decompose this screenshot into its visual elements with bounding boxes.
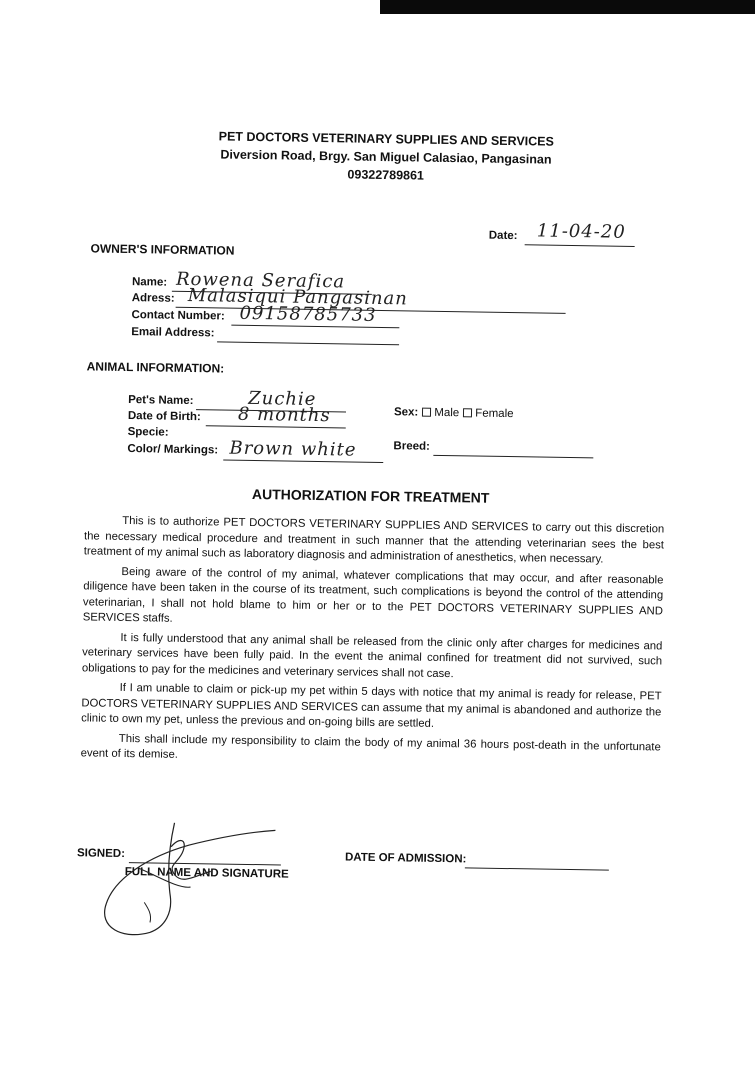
breed-label: Breed: <box>393 440 431 453</box>
dob-label: Date of Birth: <box>127 410 201 424</box>
owner-contact-value: 09158785733 <box>239 302 377 326</box>
owner-name-label: Name: <box>131 276 168 289</box>
business-address: Diversion Road, Brgy. San Miguel Calasiao, Pangasinan <box>220 147 552 167</box>
owner-email-label: Email Address: <box>131 326 215 340</box>
owner-name-value: Rowena Serafica <box>175 268 346 293</box>
authorization-paragraph-3: It is fully understood that any animal shall be released from the clinic only after charges for medicines and veterinary services have been fully paid. In the event the animal confined for treatment did not survived, such obligations to pay for the medicines and veterinary services shall not case. <box>81 631 663 680</box>
color-label: Color/ Markings: <box>127 443 219 457</box>
date-line <box>525 244 635 247</box>
business-name: PET DOCTORS VETERINARY SUPPLIES AND SERVICES <box>218 129 555 149</box>
sex-field <box>394 406 514 420</box>
sex-female-checkbox[interactable] <box>463 409 472 418</box>
date-of-admission-label: DATE OF ADMISSION: <box>344 851 467 866</box>
animal-section-title: ANIMAL INFORMATION: <box>86 359 225 376</box>
date-value: 11-04-20 <box>536 220 626 243</box>
authorization-paragraph-5: This shall include my responsibility to claim the body of my animal 36 hours post-death in the unfortunate event of its demise. <box>80 732 661 761</box>
sex-male-checkbox[interactable] <box>422 408 431 417</box>
date-of-admission-line <box>465 867 609 870</box>
dob-value: 8 months <box>237 403 331 427</box>
pet-name-value: Zuchie <box>248 387 317 410</box>
pet-name-label: Pet's Name: <box>128 394 194 408</box>
specie-label: Specie: <box>127 426 169 439</box>
handwritten-signature <box>78 815 300 943</box>
authorization-paragraph-2: Being aware of the control of my animal, whatever complications that may occur, and after reasonable diligence have been taken in the course of its treatment, such complications is beyond the control of the attending veterinarian, I shall not hold blame to him or her or to the PET DOCTORS VETERINARY SUPPLIES AND SERVICES staffs. <box>82 565 664 625</box>
color-line <box>223 460 383 464</box>
business-phone: 09322789861 <box>347 167 425 183</box>
authorization-paragraph-1: This is to authorize PET DOCTORS VETERINARY SUPPLIES AND SERVICES to carry out this discretion the necessary medical procedure and treatment in such manner that the attending veterinarian sees the best treatment of my animal such as laboratory diagnosis and administration of anesthetics, when necessary. <box>83 514 665 566</box>
breed-line <box>433 455 593 459</box>
authorization-paragraph-4: If I am unable to claim or pick-up my pet within 5 days with notice that my animal is ready for release, PET DOCTORS VETERINARY SUPPLIES AND SERVICES can assume that my animal is abandoned and authorize the clinic to own my pet, unless the previous and on-going bills are settled. <box>81 681 662 730</box>
owner-address-value: Malasiqui Pangasinan <box>187 284 408 310</box>
signed-label: SIGNED: <box>76 847 126 861</box>
owner-section-title: OWNER'S INFORMATION <box>90 241 235 258</box>
authorization-title: AUTHORIZATION FOR TREATMENT <box>251 485 490 506</box>
date-label: Date: <box>488 229 518 243</box>
authorization-body <box>80 513 664 775</box>
sex-female-label: Female <box>475 407 514 421</box>
sex-label: Sex: <box>393 406 419 419</box>
owner-email-line <box>217 341 399 345</box>
color-value: Brown white <box>229 437 357 461</box>
owner-contact-label: Contact Number: <box>131 309 225 323</box>
full-name-signature-label: FULL NAME AND SIGNATURE <box>124 866 289 881</box>
owner-address-label: Adress: <box>131 292 175 305</box>
sex-male-label: Male <box>434 406 460 420</box>
